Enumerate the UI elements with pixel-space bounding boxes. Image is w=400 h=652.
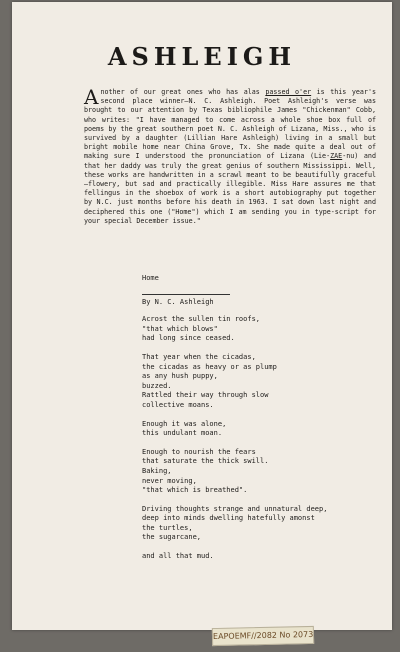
- poem-stanza: [142, 315, 382, 344]
- archive-label: EAPOEMF//2082 No 2073: [212, 626, 314, 646]
- poem-line: Enough it was alone,: [142, 419, 227, 428]
- poem-line: buzzed.: [142, 381, 172, 390]
- document-page: [12, 2, 392, 642]
- intro-underlined-syllable: ZAE: [330, 152, 343, 161]
- poem-line: the turtles,: [142, 523, 193, 532]
- poem-byline: By N. C. Ashleigh: [142, 294, 230, 308]
- poem-line: "that which is breathed".: [142, 486, 248, 495]
- poem-line: Driving thoughts strange and unnatural deep,: [142, 504, 328, 513]
- poem-line: Rattled their way through slow: [142, 391, 269, 400]
- poem-stanzas: [142, 315, 382, 561]
- poem-stanza: [142, 353, 382, 411]
- poem-line: the sugarcane,: [142, 533, 202, 542]
- poem-line: "that which blows": [142, 324, 218, 333]
- poem-title: Home: [142, 274, 159, 282]
- poem-line: Enough to nourish the fears: [142, 447, 256, 456]
- poem-stanza: [142, 420, 382, 439]
- poem-line: Acrost the sullen tin roofs,: [142, 315, 261, 324]
- intro-text-2: is this year's second place winner—N. C. Ashleigh. Poet Ashleigh's verse was brought to our attention by Texas bibliophile James "Chickenman" Cobb, who writes: "I have managed to come across a whole shoe box full of poems by the great southern poet N. C. Ashleigh of Lizana, Miss., who is survived by a daughter (Lillian Hare Ashleigh) living in a small but bright mobile home near China Grove, Tx. She made quite a deal out of making sure I understood the pronunciation of Lizana (Lie-: [84, 88, 376, 161]
- poem-line: that saturate the thick swill.: [142, 457, 269, 466]
- poem-line: Baking,: [142, 466, 172, 475]
- poem-line: the cicadas as heavy or as plump: [142, 362, 277, 371]
- poem-line: and all that mud.: [142, 552, 214, 561]
- poem-line: as any hush puppy,: [142, 372, 218, 381]
- poem-line: That year when the cicadas,: [142, 352, 256, 361]
- poem-stanza: [142, 505, 382, 543]
- drop-cap: A: [84, 85, 99, 109]
- poem-line: had long since ceased.: [142, 334, 235, 343]
- poem-stanza: [142, 552, 382, 562]
- poem-line: collective moans.: [142, 400, 214, 409]
- intro-paragraph: [84, 85, 376, 226]
- poem-line: this undulant moan.: [142, 429, 223, 438]
- poem-line: deep into minds dwelling hatefully amonst: [142, 514, 315, 523]
- poem-line: never moving,: [142, 476, 197, 485]
- poem-stanza: [142, 448, 382, 496]
- page-title: ASHLEIGH: [107, 42, 297, 71]
- intro-text-1: nother of our great ones who has alas: [100, 88, 266, 96]
- poem: [142, 274, 382, 571]
- intro-underlined-phrase: passed o'er: [265, 88, 312, 96]
- intro-text-3: -nu) and that her daddy was truly the great genius of southern Mississippi. Well, these works are handwritten in a scrawl meant to be beautifully graceful—flowery, but sad and practically illegible. Miss Hare assures me that fellingus in the shoebox of work is a short autobiography put together by N.C. just months before his death in 1963. I sat down last night and deciphered this one ("Home") which I am sending you in type-script for your special December issue.": [84, 152, 376, 225]
